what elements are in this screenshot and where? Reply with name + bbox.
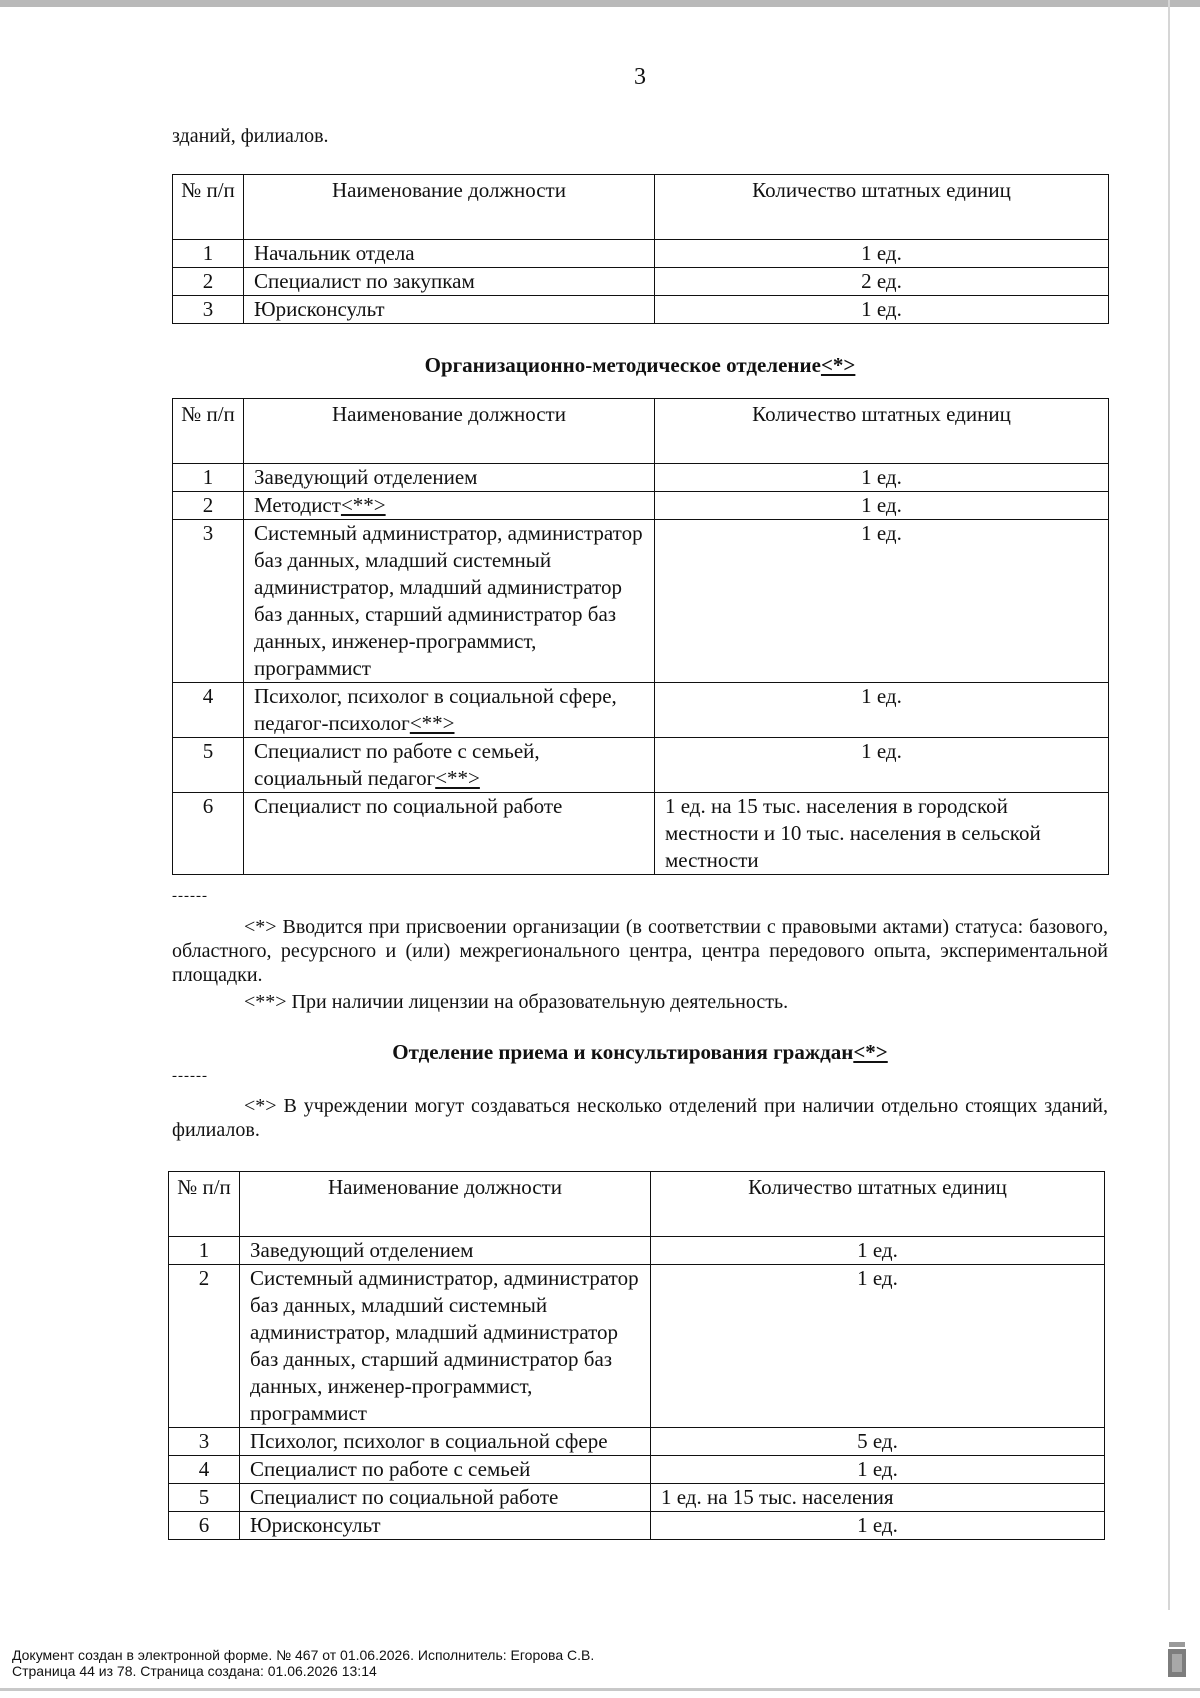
row-position: Специалист по закупкам xyxy=(244,268,655,296)
intro-text: зданий, филиалов. xyxy=(172,125,329,147)
table-row xyxy=(173,520,1109,683)
header-num: № п/п xyxy=(173,175,244,240)
row-quantity: 1 ед. xyxy=(655,296,1109,324)
row-position xyxy=(244,492,655,520)
table-row xyxy=(169,1428,1105,1456)
header-quantity: Количество штатных единиц xyxy=(655,399,1109,464)
row-footnote-link[interactable]: <**> xyxy=(340,493,386,517)
table-row xyxy=(173,738,1109,793)
top-scan-border xyxy=(0,0,1200,7)
header-position: Наименование должности xyxy=(240,1172,651,1237)
row-position-text: Методист xyxy=(254,493,341,517)
row-num: 4 xyxy=(173,683,244,738)
row-position: Юрисконсульт xyxy=(240,1512,651,1540)
row-num: 5 xyxy=(169,1484,240,1512)
table-row xyxy=(169,1265,1105,1428)
right-scan-border xyxy=(1168,0,1170,1610)
row-num: 6 xyxy=(169,1512,240,1540)
row-quantity: 1 ед. xyxy=(651,1265,1105,1428)
row-position xyxy=(244,738,655,793)
row-quantity: 1 ед. на 15 тыс. населения в городской местности и 10 тыс. населения в сельской местности xyxy=(655,793,1109,875)
row-position xyxy=(244,683,655,738)
row-num: 5 xyxy=(173,738,244,793)
table-row xyxy=(169,1512,1105,1540)
table-row xyxy=(169,1456,1105,1484)
row-quantity: 1 ед. xyxy=(651,1237,1105,1265)
row-position-text: Психолог, психолог в социальной сфере, педагог-психолог xyxy=(254,684,617,735)
footnote-1: <*> Вводится при присвоении организации (в соответствии с правовыми актами) статуса: базового, областного, ресурсного и (или) межрегионального центра, центра передового опыта, экспериментальной площадки. xyxy=(172,916,1108,986)
footnote-reception: <*> В учреждении могут создаваться несколько отделений при наличии отдельно стоящих зданий, филиалов. xyxy=(172,1095,1108,1141)
row-num: 2 xyxy=(169,1265,240,1428)
row-footnote-link[interactable]: <**> xyxy=(435,766,480,790)
row-footnote-link[interactable]: <**> xyxy=(409,711,455,735)
row-num: 3 xyxy=(173,296,244,324)
row-quantity: 1 ед. xyxy=(651,1512,1105,1540)
row-position: Психолог, психолог в социальной сфере xyxy=(240,1428,651,1456)
table-row xyxy=(169,1484,1105,1512)
bottom-scan-border xyxy=(0,1688,1200,1691)
row-quantity: 1 ед. xyxy=(655,240,1109,268)
row-quantity: 1 ед. на 15 тыс. населения xyxy=(651,1484,1105,1512)
table-row xyxy=(173,492,1109,520)
header-position: Наименование должности xyxy=(244,399,655,464)
header-position: Наименование должности xyxy=(244,175,655,240)
header-num: № п/п xyxy=(169,1172,240,1237)
heading-footnote-link[interactable]: <*> xyxy=(820,353,856,377)
row-num: 3 xyxy=(173,520,244,683)
table-header-row xyxy=(173,399,1109,464)
row-num: 2 xyxy=(173,268,244,296)
row-num: 1 xyxy=(173,240,244,268)
row-quantity: 1 ед. xyxy=(655,520,1109,683)
table-row xyxy=(173,296,1109,324)
row-position xyxy=(244,464,655,492)
header-num: № п/п xyxy=(173,399,244,464)
footnote-2: <**> При наличии лицензии на образовательную деятельность. xyxy=(244,991,789,1013)
row-quantity: 1 ед. xyxy=(655,464,1109,492)
row-position-text: Заведующий отделением xyxy=(254,465,478,489)
table-header-row xyxy=(169,1172,1105,1237)
row-num: 1 xyxy=(169,1237,240,1265)
row-num: 4 xyxy=(169,1456,240,1484)
row-quantity: 1 ед. xyxy=(655,492,1109,520)
row-position: Специалист по социальной работе xyxy=(240,1484,651,1512)
row-num: 2 xyxy=(173,492,244,520)
header-quantity: Количество штатных единиц xyxy=(651,1172,1105,1237)
heading-footnote-link[interactable]: <*> xyxy=(853,1040,888,1064)
row-quantity: 5 ед. xyxy=(651,1428,1105,1456)
header-quantity: Количество штатных единиц xyxy=(655,175,1109,240)
footer-line-2: Страница 44 из 78. Страница создана: 01.06.2026 13:14 xyxy=(12,1663,377,1679)
row-position: Начальник отдела xyxy=(244,240,655,268)
row-position: Заведующий отделением xyxy=(240,1237,651,1265)
row-num: 6 xyxy=(173,793,244,875)
footnote-separator: ------ xyxy=(172,888,208,904)
staff-table-3 xyxy=(168,1171,1105,1540)
row-quantity: 2 ед. xyxy=(655,268,1109,296)
staff-table-2 xyxy=(172,398,1109,875)
row-position-text: Специалист по работе с семьей, социальный педагог xyxy=(254,739,540,790)
row-quantity: 1 ед. xyxy=(655,683,1109,738)
row-quantity: 1 ед. xyxy=(651,1456,1105,1484)
footnote-separator: ------ xyxy=(172,1068,208,1084)
staff-table-1 xyxy=(172,174,1109,324)
page-number: 3 xyxy=(634,64,646,90)
heading-text: Организационно-методическое отделение xyxy=(424,353,821,377)
stamp-icon xyxy=(1166,1640,1188,1680)
row-num: 3 xyxy=(169,1428,240,1456)
table-row xyxy=(173,683,1109,738)
table-row xyxy=(169,1237,1105,1265)
row-position: Системный администратор, администратор баз данных, младший системный администратор, младший администратор баз данных, старший администратор баз данных, инженер-программист, программист xyxy=(240,1265,651,1428)
footer-line-1: Документ создан в электронной форме. № 467 от 01.06.2026. Исполнитель: Егорова С.В. xyxy=(12,1647,595,1663)
section-heading-methodical xyxy=(172,353,1108,378)
table-row xyxy=(173,268,1109,296)
table-row xyxy=(173,240,1109,268)
row-position: Специалист по работе с семьей xyxy=(240,1456,651,1484)
table-row xyxy=(173,464,1109,492)
heading-text: Отделение приема и консультирования граждан xyxy=(392,1040,854,1064)
table-header-row xyxy=(173,175,1109,240)
row-position xyxy=(244,520,655,683)
section-heading-reception xyxy=(172,1040,1108,1065)
row-position-text: Специалист по социальной работе xyxy=(254,794,563,818)
row-quantity: 1 ед. xyxy=(655,738,1109,793)
table-row xyxy=(173,793,1109,875)
row-position-text: Системный администратор, администратор баз данных, младший системный администратор, младший администратор баз данных, старший администратор баз данных, инженер-программист, программист xyxy=(254,521,643,680)
row-position: Юрисконсульт xyxy=(244,296,655,324)
row-num: 1 xyxy=(173,464,244,492)
row-position xyxy=(244,793,655,875)
document-footer xyxy=(12,1647,594,1679)
